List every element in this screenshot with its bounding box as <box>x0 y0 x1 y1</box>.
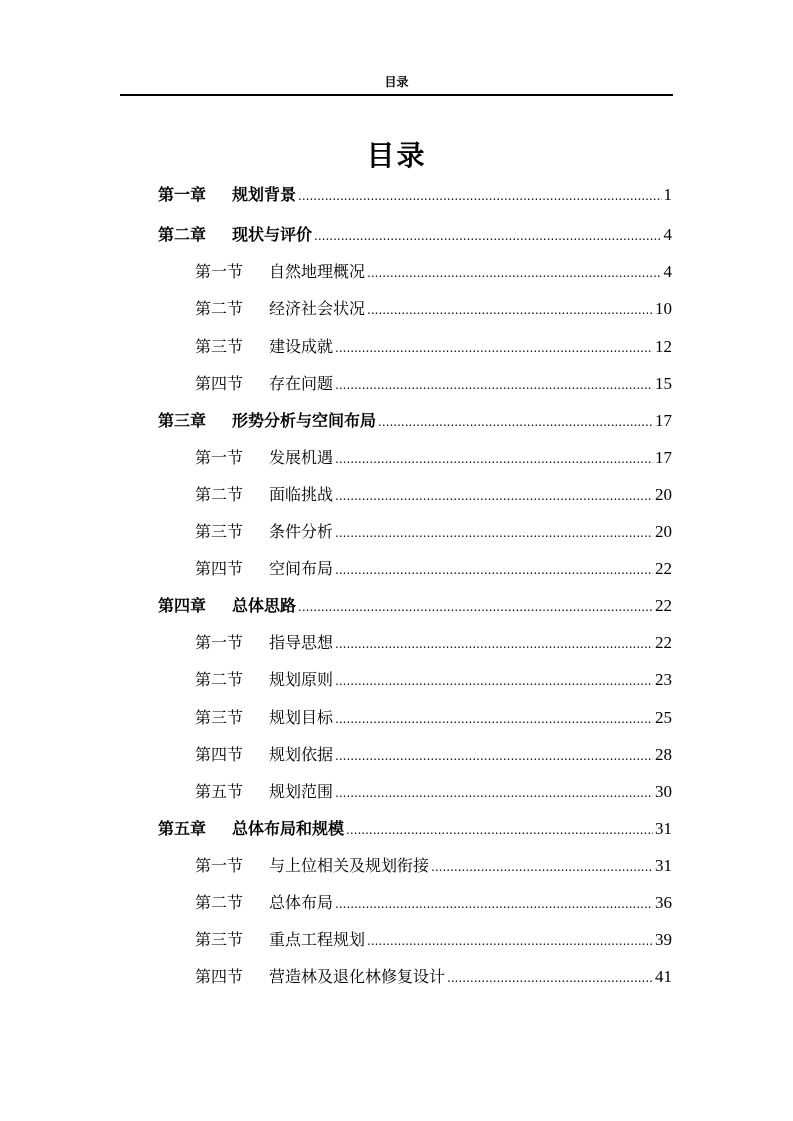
toc-leader-dots <box>335 483 653 509</box>
toc-leader-dots <box>367 260 661 286</box>
toc-title: 总体布局 <box>269 893 334 912</box>
toc-entry-chapter-4[interactable] <box>158 593 672 619</box>
toc-page-number: 41 <box>655 967 672 986</box>
toc-entry-section[interactable] <box>195 742 672 768</box>
toc-page-number: 20 <box>655 485 672 504</box>
toc-leader-dots <box>335 743 653 769</box>
toc-page-number: 25 <box>655 708 672 727</box>
toc-leader-dots <box>335 557 653 583</box>
toc-title: 存在问题 <box>269 374 334 393</box>
toc-number: 第二章 <box>158 225 207 244</box>
toc-page-number: 17 <box>655 448 672 467</box>
toc-number: 第四章 <box>158 596 207 615</box>
toc-title: 发展机遇 <box>269 448 334 467</box>
toc-number: 第一节 <box>195 856 244 875</box>
toc-title: 总体思路 <box>232 596 297 615</box>
toc-leader-dots <box>335 372 653 398</box>
toc-page-number: 15 <box>655 374 672 393</box>
toc-number: 第一节 <box>195 633 244 652</box>
toc-title: 与上位相关及规划衔接 <box>269 856 430 875</box>
toc-entry-chapter-2[interactable] <box>158 222 672 248</box>
toc-entry-section[interactable] <box>195 927 672 953</box>
page-title: 目录 <box>366 139 427 172</box>
toc-entry-section[interactable] <box>195 779 672 805</box>
toc-entry-section[interactable] <box>195 371 672 397</box>
toc-number: 第一节 <box>195 448 244 467</box>
toc-page-number: 12 <box>655 337 672 356</box>
toc-leader-dots <box>298 183 661 209</box>
toc-number: 第四节 <box>195 967 244 986</box>
toc-page-number: 22 <box>655 596 672 615</box>
toc-page-number: 1 <box>663 185 672 204</box>
toc-page-number: 22 <box>655 633 672 652</box>
toc-title: 规划背景 <box>232 185 297 204</box>
toc-number: 第三节 <box>195 337 244 356</box>
toc-leader-dots <box>314 223 661 249</box>
toc-page-number: 30 <box>655 782 672 801</box>
toc-entry-section[interactable] <box>195 630 672 656</box>
toc-leader-dots <box>335 706 653 732</box>
toc-leader-dots <box>447 965 653 991</box>
toc-page-number: 36 <box>655 893 672 912</box>
toc-title: 自然地理概况 <box>269 262 366 281</box>
toc-number: 第三节 <box>195 708 244 727</box>
toc-entry-chapter-5[interactable] <box>158 816 672 842</box>
toc-entry-section[interactable] <box>195 334 672 360</box>
toc-entry-section[interactable] <box>195 853 672 879</box>
toc-number: 第五节 <box>195 782 244 801</box>
toc-entry-section[interactable] <box>195 296 672 322</box>
toc-entry-section[interactable] <box>195 519 672 545</box>
toc-title: 经济社会状况 <box>269 299 366 318</box>
toc-title: 规划依据 <box>269 745 334 764</box>
toc-leader-dots <box>335 891 653 917</box>
toc-page-number: 20 <box>655 522 672 541</box>
toc-title: 规划范围 <box>269 782 334 801</box>
running-header: 目录 <box>384 75 409 89</box>
toc-entry-section[interactable] <box>195 259 672 285</box>
toc-title: 面临挑战 <box>269 485 334 504</box>
toc-leader-dots <box>378 409 653 435</box>
toc-leader-dots <box>431 854 653 880</box>
toc-entry-section[interactable] <box>195 667 672 693</box>
toc-page-number: 28 <box>655 745 672 764</box>
toc-number: 第二节 <box>195 299 244 318</box>
toc-number: 第四节 <box>195 745 244 764</box>
toc-leader-dots <box>335 631 653 657</box>
toc-entry-section[interactable] <box>195 482 672 508</box>
toc-page-number: 4 <box>663 225 672 244</box>
toc-entry-section[interactable] <box>195 705 672 731</box>
toc-number: 第四节 <box>195 374 244 393</box>
toc-title: 建设成就 <box>269 337 334 356</box>
toc-title: 规划目标 <box>269 708 334 727</box>
toc-number: 第三章 <box>158 411 207 430</box>
toc-leader-dots <box>346 817 653 843</box>
toc-title: 现状与评价 <box>232 225 313 244</box>
toc-leader-dots <box>335 520 653 546</box>
toc-number: 第二节 <box>195 485 244 504</box>
toc-page-number: 10 <box>655 299 672 318</box>
toc-page-number: 4 <box>663 262 672 281</box>
toc-number: 第三节 <box>195 522 244 541</box>
toc-title: 条件分析 <box>269 522 334 541</box>
toc-leader-dots <box>298 594 653 620</box>
toc-entry-section[interactable] <box>195 964 672 990</box>
toc-page-number: 31 <box>655 819 672 838</box>
toc-number: 第五章 <box>158 819 207 838</box>
toc-title: 指导思想 <box>269 633 334 652</box>
toc-page-number: 39 <box>655 930 672 949</box>
toc-entry-section[interactable] <box>195 890 672 916</box>
toc-entry-section[interactable] <box>195 556 672 582</box>
toc-leader-dots <box>335 446 653 472</box>
toc-number: 第二节 <box>195 670 244 689</box>
toc-entry-chapter-3[interactable] <box>158 408 672 434</box>
toc-leader-dots <box>335 668 653 694</box>
toc-leader-dots <box>335 335 653 361</box>
toc-page-number: 31 <box>655 856 672 875</box>
toc-title: 规划原则 <box>269 670 334 689</box>
toc-leader-dots <box>367 928 653 954</box>
toc-leader-dots <box>367 297 653 323</box>
toc-number: 第二节 <box>195 893 244 912</box>
toc-number: 第一节 <box>195 262 244 281</box>
toc-leader-dots <box>335 780 653 806</box>
toc-title: 重点工程规划 <box>269 930 366 949</box>
toc-entry-chapter-1[interactable] <box>158 182 672 208</box>
toc-title: 营造林及退化林修复设计 <box>269 967 446 986</box>
toc-title: 空间布局 <box>269 559 334 578</box>
toc-number: 第四节 <box>195 559 244 578</box>
toc-title: 总体布局和规模 <box>232 819 345 838</box>
toc-page-number: 17 <box>655 411 672 430</box>
toc-title: 形势分析与空间布局 <box>232 411 377 430</box>
toc-page-number: 22 <box>655 559 672 578</box>
toc-entry-section[interactable] <box>195 445 672 471</box>
toc-page-number: 23 <box>655 670 672 689</box>
toc-number: 第一章 <box>158 185 207 204</box>
toc-number: 第三节 <box>195 930 244 949</box>
